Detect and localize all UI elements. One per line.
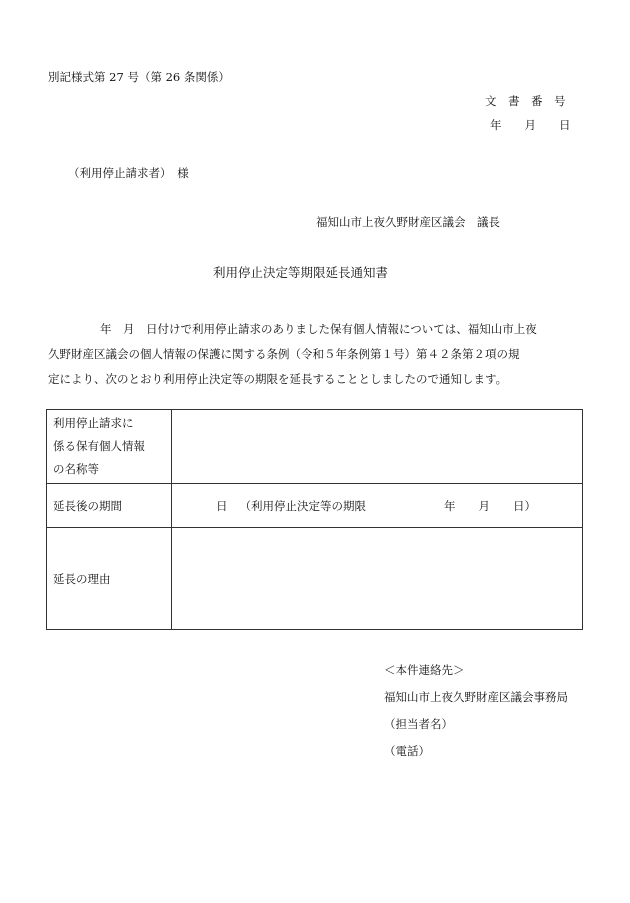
- notice-body: [48, 317, 588, 392]
- extension-reason-value[interactable]: [172, 528, 583, 630]
- info-name-label-line: の名称等: [53, 462, 99, 476]
- deadline-date: 年 月 日）: [444, 498, 536, 513]
- contact-block: [384, 657, 568, 765]
- date-line: 年 月 日: [490, 118, 571, 132]
- document-title: 利用停止決定等期限延長通知書: [213, 265, 389, 280]
- extension-reason-label: 延長の理由: [47, 528, 172, 630]
- deadline-label: （利用停止決定等の期限: [239, 498, 366, 513]
- body-line: 定により、次のとおり利用停止決定等の期限を延長することとしましたので通知します。: [48, 372, 508, 386]
- contact-person: （担当者名）: [384, 717, 453, 731]
- info-name-value[interactable]: [172, 410, 583, 484]
- extended-period-label: 延長後の期間: [47, 484, 172, 528]
- contact-phone: （電話）: [384, 744, 430, 758]
- info-name-label-line: 利用停止請求に: [53, 416, 134, 430]
- contact-office: 福知山市上夜久野財産区議会事務局: [384, 690, 568, 704]
- addressee: （利用停止請求者） 様: [68, 166, 189, 180]
- period-days: 日: [216, 498, 228, 513]
- info-name-label-line: 係る保有個人情報: [53, 439, 145, 453]
- info-name-label: [47, 410, 172, 484]
- sender-name: 福知山市上夜久野財産区議会 議長: [316, 215, 500, 229]
- extension-table: [46, 409, 583, 630]
- extended-period-value[interactable]: [172, 484, 583, 528]
- contact-heading: ＜本件連絡先＞: [384, 663, 465, 677]
- body-line: 久野財産区議会の個人情報の保護に関する条例（令和５年条例第１号）第４２条第２項の規: [48, 347, 520, 361]
- document-number-label: 文 書 番 号: [485, 94, 566, 108]
- form-number: 別記様式第 27 号（第 26 条関係）: [48, 70, 230, 84]
- body-line: 年 月 日付けで利用停止請求のありました保有個人情報については、福知山市上夜: [100, 322, 537, 336]
